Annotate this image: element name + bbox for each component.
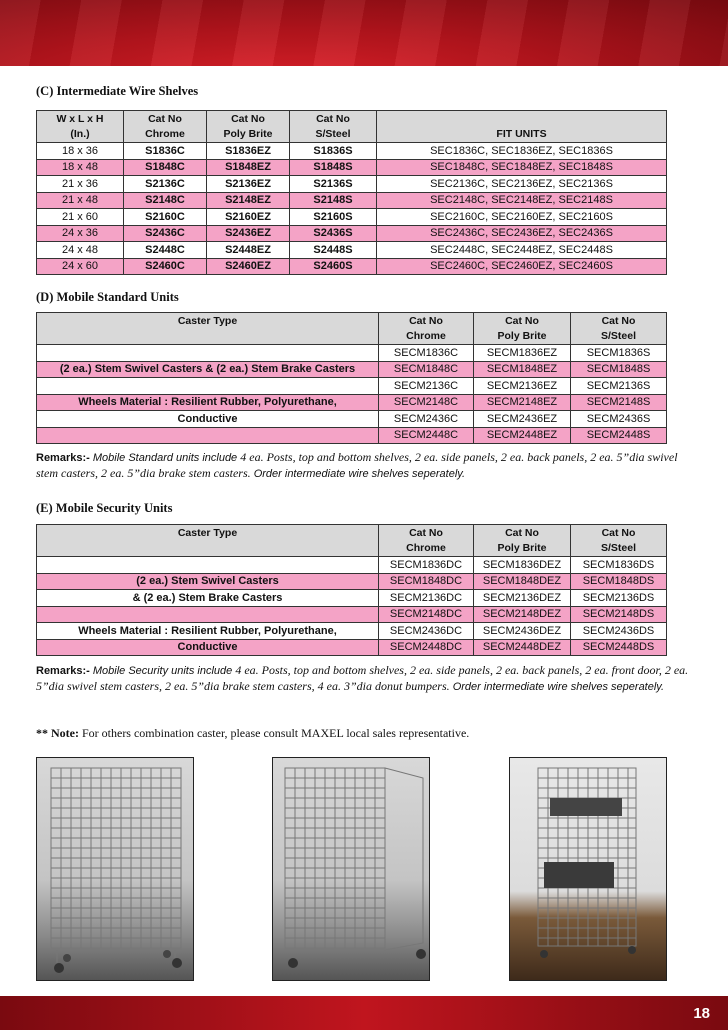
table-cell: S2460EZ — [207, 258, 290, 275]
header-cell: Cat No — [379, 525, 474, 541]
table-cell: SECM1836DEZ — [474, 557, 571, 574]
table-cell: S1848S — [290, 159, 377, 176]
table-cell: S2136EZ — [207, 176, 290, 193]
header-cell: Caster Type — [37, 313, 379, 329]
header-cell: Chrome — [124, 127, 207, 143]
table-cell: Conductive — [37, 639, 379, 656]
header-cell: Cat No — [474, 313, 571, 329]
table-cell: SECM2148C — [379, 394, 474, 411]
table-cell: 18 x 36 — [37, 143, 124, 160]
page-number: 18 — [693, 1005, 710, 1022]
header-cell: (In.) — [37, 127, 124, 143]
header-cell: Poly Brite — [207, 127, 290, 143]
table-cell: S2448C — [124, 242, 207, 259]
table-cell: Conductive — [37, 411, 379, 428]
table-cell: SECM2136DS — [571, 590, 667, 607]
section-d-remarks: Remarks:- Mobile Standard units include 4 ea. Posts, top and bottom shelves, 2 ea. side panels, 2 ea. back panels, 2 ea. 5”dia swivel stem casters, 2 ea. 5”dia brake stem casters. Order intermediate wire shelves seperately. — [36, 450, 678, 480]
table-cell: SEC2160C, SEC2160EZ, SEC2160S — [377, 209, 667, 226]
table-row — [37, 573, 667, 590]
header-cell: Poly Brite — [474, 541, 571, 557]
table-cell: SECM1848DEZ — [474, 573, 571, 590]
table-cell: S2448EZ — [207, 242, 290, 259]
table-cell: SEC2436C, SEC2436EZ, SEC2436S — [377, 225, 667, 242]
table-cell: Wheels Material : Resilient Rubber, Polyurethane, — [37, 623, 379, 640]
header-cell — [37, 541, 379, 557]
table-cell: S2136C — [124, 176, 207, 193]
header-cell: S/Steel — [571, 541, 667, 557]
header-cell: Cat No — [474, 525, 571, 541]
table-cell: SECM1836EZ — [474, 345, 571, 362]
header-cell: Cat No — [379, 313, 474, 329]
table-cell — [37, 378, 379, 395]
table-cell: SECM2148DS — [571, 606, 667, 623]
section-e-title: (E) Mobile Security Units — [36, 501, 173, 515]
table-cell: SECM2448C — [379, 427, 474, 444]
table-cell: S2148C — [124, 192, 207, 209]
header-row — [37, 329, 667, 345]
table-cell: SECM1836DC — [379, 557, 474, 574]
table-row — [37, 159, 667, 176]
table-cell: SECM1848DS — [571, 573, 667, 590]
table-cell — [37, 606, 379, 623]
header-cell: W x L x H — [37, 111, 124, 127]
table-cell: SECM2436DEZ — [474, 623, 571, 640]
header-cell — [37, 329, 379, 345]
table-row — [37, 209, 667, 226]
table-cell: 24 x 36 — [37, 225, 124, 242]
table-cell: SECM1848S — [571, 361, 667, 378]
table-cell: S2160EZ — [207, 209, 290, 226]
table-cell: 24 x 48 — [37, 242, 124, 259]
table-row — [37, 345, 667, 362]
table-cell: (2 ea.) Stem Swivel Casters & (2 ea.) Stem Brake Casters — [37, 361, 379, 378]
table-cell: SECM1848C — [379, 361, 474, 378]
table-cell: SECM1836S — [571, 345, 667, 362]
table-cell: SEC2136C, SEC2136EZ, SEC2136S — [377, 176, 667, 193]
mobile-security-table — [36, 524, 667, 656]
section-c-title: (C) Intermediate Wire Shelves — [36, 84, 199, 98]
table-cell: Wheels Material : Resilient Rubber, Polyurethane, — [37, 394, 379, 411]
photo-security-cart-open — [272, 757, 430, 981]
table-cell: SECM1848EZ — [474, 361, 571, 378]
table-cell: S2448S — [290, 242, 377, 259]
table-cell: SECM2448S — [571, 427, 667, 444]
table-cell: S2136S — [290, 176, 377, 193]
table-cell: SECM2448DS — [571, 639, 667, 656]
table-cell: SECM2148S — [571, 394, 667, 411]
header-cell: S/Steel — [290, 127, 377, 143]
table-cell: S2436EZ — [207, 225, 290, 242]
photo-security-cart-closed — [36, 757, 194, 981]
table-cell: S1836C — [124, 143, 207, 160]
table-row — [37, 411, 667, 428]
table-row — [37, 557, 667, 574]
table-row — [37, 378, 667, 395]
table-cell: S2436S — [290, 225, 377, 242]
table-row — [37, 242, 667, 259]
table-cell: 21 x 48 — [37, 192, 124, 209]
table-cell: S1848EZ — [207, 159, 290, 176]
header-cell: Cat No — [571, 525, 667, 541]
table-row — [37, 427, 667, 444]
table-cell: SECM2436DC — [379, 623, 474, 640]
table-cell: S2436C — [124, 225, 207, 242]
table-cell — [37, 557, 379, 574]
header-cell: Poly Brite — [474, 329, 571, 345]
table-cell: SECM2436C — [379, 411, 474, 428]
photo-security-cart-with-bins — [509, 757, 667, 981]
section-d-title: (D) Mobile Standard Units — [36, 290, 179, 304]
table-cell: SECM2136C — [379, 378, 474, 395]
header-cell: Cat No — [290, 111, 377, 127]
table-cell: SEC2448C, SEC2448EZ, SEC2448S — [377, 242, 667, 259]
table-cell: SEC2460C, SEC2460EZ, SEC2460S — [377, 258, 667, 275]
table-cell: SECM2136EZ — [474, 378, 571, 395]
header-cell: Cat No — [207, 111, 290, 127]
table-cell: S2460S — [290, 258, 377, 275]
table-cell: SECM2436EZ — [474, 411, 571, 428]
table-row — [37, 394, 667, 411]
table-cell: S2160S — [290, 209, 377, 226]
table-cell: SECM2136DC — [379, 590, 474, 607]
header-cell: Chrome — [379, 329, 474, 345]
header-row — [37, 313, 667, 329]
table-row — [37, 143, 667, 160]
table-cell: SECM2448DEZ — [474, 639, 571, 656]
section-e-remarks: Remarks:- Mobile Security units include 4 ea. Posts, top and bottom shelves, 2 ea. side panels, 2 ea. back panels, 2 ea. front door, 2 ea. 5”dia swivel stem casters, 2 ea. 5”dia brake stem casters, 4 ea. 3”dia donut bumpers. Order intermediate wire shelves seperately. — [36, 663, 689, 693]
table-cell: 18 x 48 — [37, 159, 124, 176]
table-cell: & (2 ea.) Stem Brake Casters — [37, 590, 379, 607]
table-cell — [37, 345, 379, 362]
table-cell: SEC1848C, SEC1848EZ, SEC1848S — [377, 159, 667, 176]
table-cell: SECM2148DEZ — [474, 606, 571, 623]
note: ** Note: For others combination caster, please consult MAXEL local sales representative. — [36, 726, 470, 740]
table-cell: SEC2148C, SEC2148EZ, SEC2148S — [377, 192, 667, 209]
table-cell: SECM1836C — [379, 345, 474, 362]
table-cell: S2148S — [290, 192, 377, 209]
header-row — [37, 541, 667, 557]
table-cell: SECM2448EZ — [474, 427, 571, 444]
header-cell: S/Steel — [571, 329, 667, 345]
table-cell: SECM2148DC — [379, 606, 474, 623]
table-cell: S2148EZ — [207, 192, 290, 209]
table-cell: S1836S — [290, 143, 377, 160]
header-cell — [377, 111, 667, 127]
header-row — [37, 111, 667, 127]
header-row — [37, 525, 667, 541]
header-cell: Chrome — [379, 541, 474, 557]
table-cell: SECM1848DC — [379, 573, 474, 590]
table-cell: SECM2448DC — [379, 639, 474, 656]
table-cell: SEC1836C, SEC1836EZ, SEC1836S — [377, 143, 667, 160]
header-cell: Cat No — [124, 111, 207, 127]
table-row — [37, 623, 667, 640]
table-cell: 21 x 36 — [37, 176, 124, 193]
table-cell — [37, 427, 379, 444]
table-row — [37, 225, 667, 242]
table-cell: S2160C — [124, 209, 207, 226]
header-cell: FIT UNITS — [377, 127, 667, 143]
table-cell: SECM2136S — [571, 378, 667, 395]
table-row — [37, 192, 667, 209]
header-cell: Cat No — [571, 313, 667, 329]
table-cell: S2460C — [124, 258, 207, 275]
table-cell: SECM2136DEZ — [474, 590, 571, 607]
table-cell: SECM1836DS — [571, 557, 667, 574]
table-row — [37, 590, 667, 607]
table-cell: (2 ea.) Stem Swivel Casters — [37, 573, 379, 590]
header-cell: Caster Type — [37, 525, 379, 541]
table-cell: 21 x 60 — [37, 209, 124, 226]
mobile-standard-table — [36, 312, 667, 444]
table-cell: SECM2436S — [571, 411, 667, 428]
table-row — [37, 606, 667, 623]
table-cell: SECM2148EZ — [474, 394, 571, 411]
table-row — [37, 176, 667, 193]
header-row — [37, 127, 667, 143]
table-cell: S1836EZ — [207, 143, 290, 160]
table-cell: 24 x 60 — [37, 258, 124, 275]
table-row — [37, 258, 667, 275]
table-cell: S1848C — [124, 159, 207, 176]
table-row — [37, 639, 667, 656]
intermediate-shelves-table — [36, 110, 667, 275]
header-band — [0, 0, 728, 66]
table-cell: SECM2436DS — [571, 623, 667, 640]
footer-band — [0, 996, 728, 1030]
table-row — [37, 361, 667, 378]
